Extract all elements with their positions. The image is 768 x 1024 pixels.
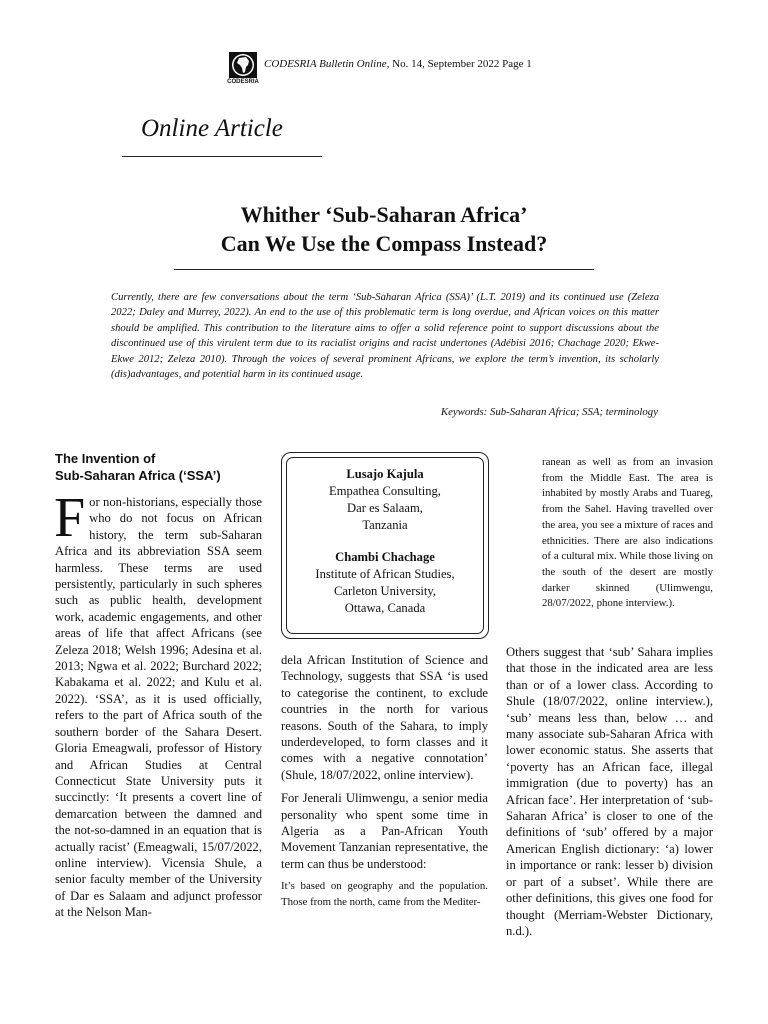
author-affiliation: Empathea Consulting, bbox=[329, 484, 441, 498]
bulletin-info: CODESRIA Bulletin Online, No. 14, September 2022 Page 1 bbox=[264, 58, 532, 70]
column-3 bbox=[506, 644, 713, 939]
author-affiliation: Tanzania bbox=[362, 518, 408, 532]
drop-cap: F bbox=[54, 487, 86, 549]
keywords: Keywords: Sub-Saharan Africa; SSA; terminology bbox=[440, 406, 658, 418]
page-header bbox=[228, 52, 532, 86]
author-box bbox=[281, 452, 489, 639]
block-quote: It’s based on geography and the population. Those from the north, came from the Mediter- bbox=[281, 880, 488, 908]
article-title: Whither ‘Sub-Saharan Africa’ Can We Use the Compass Instead? bbox=[220, 202, 548, 256]
author-name: Lusajo Kajula bbox=[346, 467, 424, 481]
block-quote-continued: ranean as well as from an invasion from the Middle East. The area is inhabited by mostly Arabs and Tuareg, from the Sahel. Having travelled over the area, you see a mixture of races and ethnicities. There are also indications of a cultural mix. While those living on the south of the desert are mostly darker skinned (Ulimwengu, 28/07/2022, phone interview.). bbox=[542, 456, 713, 610]
body-paragraph: dela African Institution of Science and Technology, suggests that SSA ‘is used to categorise the continent, to exclude countries in the north for various reasons. South of the Sahara, to imply underdeveloped, to form classes and it comes with a negative connotation’ (Shule, 18/07/2022, online interview). bbox=[281, 653, 488, 782]
codesria-logo: CODESRIA bbox=[228, 52, 258, 86]
author-affiliation: Carleton University, bbox=[333, 584, 436, 598]
column-1 bbox=[55, 450, 262, 921]
section-rule bbox=[122, 156, 322, 157]
section-label: Online Article bbox=[141, 115, 283, 142]
intro-paragraph: For non-historians, especially those who do not focus on African history, the term sub-Saharan Africa and its abbreviation SSA seem harmless. These terms are used persistently, particularly in such spheres such as public health, development work, academic engagements, and other areas of life that affect Africans (see Zeleza 2018; Welsh 1996; Adesina et al. 2013; Ngwa et al. 2022; Burchard 2022; Kabakama et al. 2022; and Kulu et al. 2022). ‘SSA’, as it is used officially, refers to the part of Africa south of the southern border of the Sahara Desert. Gloria Emeagwali, professor of History and African Studies at Central Connecticut State University puts it succinctly: ‘It presents a covert line of demarcation between the damned and the not-so-damned in an equation that is actually racist’ (Emeagwali, 15/07/2022, online interview). Vicensia Shule, a senior faculty member of the University of Dar es Salaam and adjunct professor at the Nelson Man- bbox=[54, 487, 262, 920]
author-affiliation: Dar es Salaam, bbox=[347, 501, 423, 515]
column-2 bbox=[281, 652, 488, 910]
title-rule bbox=[174, 269, 594, 270]
africa-map-icon bbox=[229, 52, 257, 78]
abstract: Currently, there are few conversations about the term ‘Sub-Saharan Africa (SSA)’ (L.T. 2019) and its continued use (Zeleza 2022; Daley and Murrey, 2022). An end to the use of this problematic term is long overdue, and African voices on this matter should be amplified. This contribution to the literature aims to offer a solid reference point to support discussions about the discontinued use of this virulent term due to its racialist origins and racist undertones (Adébisi 2016; Chachage 2020; Ekwe-Ekwe 2012; Zeleza 2010). Through the voices of several prominent Africans, we explore the term’s invention, its scholarly (dis)advantages, and potential harm in its continued usage. bbox=[111, 292, 659, 381]
author-name: Chambi Chachage bbox=[335, 550, 435, 564]
author-affiliation: Ottawa, Canada bbox=[344, 601, 426, 615]
body-paragraph: Others suggest that ‘sub’ Sahara implies that those in the indicated area are less than or of a lower class. According to Shule (18/07/2022, online interview.), ‘sub’ means less than, below … and many associate sub-Saharan Africa with lower economic status. She asserts that ‘poverty has an African face, illegal immigration (due to poverty) has an African face’. Her interpretation of ‘sub-Saharan Africa’ is closer to one of the definitions of ‘sub’ offered by a major American English dictionary: ‘a) lower in importance or rank: lesser b) division or part of a subset’. While there are other definitions, this gives one food for thought (Merriam-Webster Dictionary, n.d.). bbox=[506, 645, 713, 938]
section-heading: The Invention of Sub-Saharan Africa (‘SSA’) bbox=[55, 451, 221, 483]
body-paragraph: For Jenerali Ulimwengu, a senior media personality who spent some time in Algeria as a Pan-African Youth Movement Tanzanian representative, the term can thus be understood: bbox=[281, 791, 488, 871]
author-affiliation: Institute of African Studies, bbox=[315, 567, 455, 581]
